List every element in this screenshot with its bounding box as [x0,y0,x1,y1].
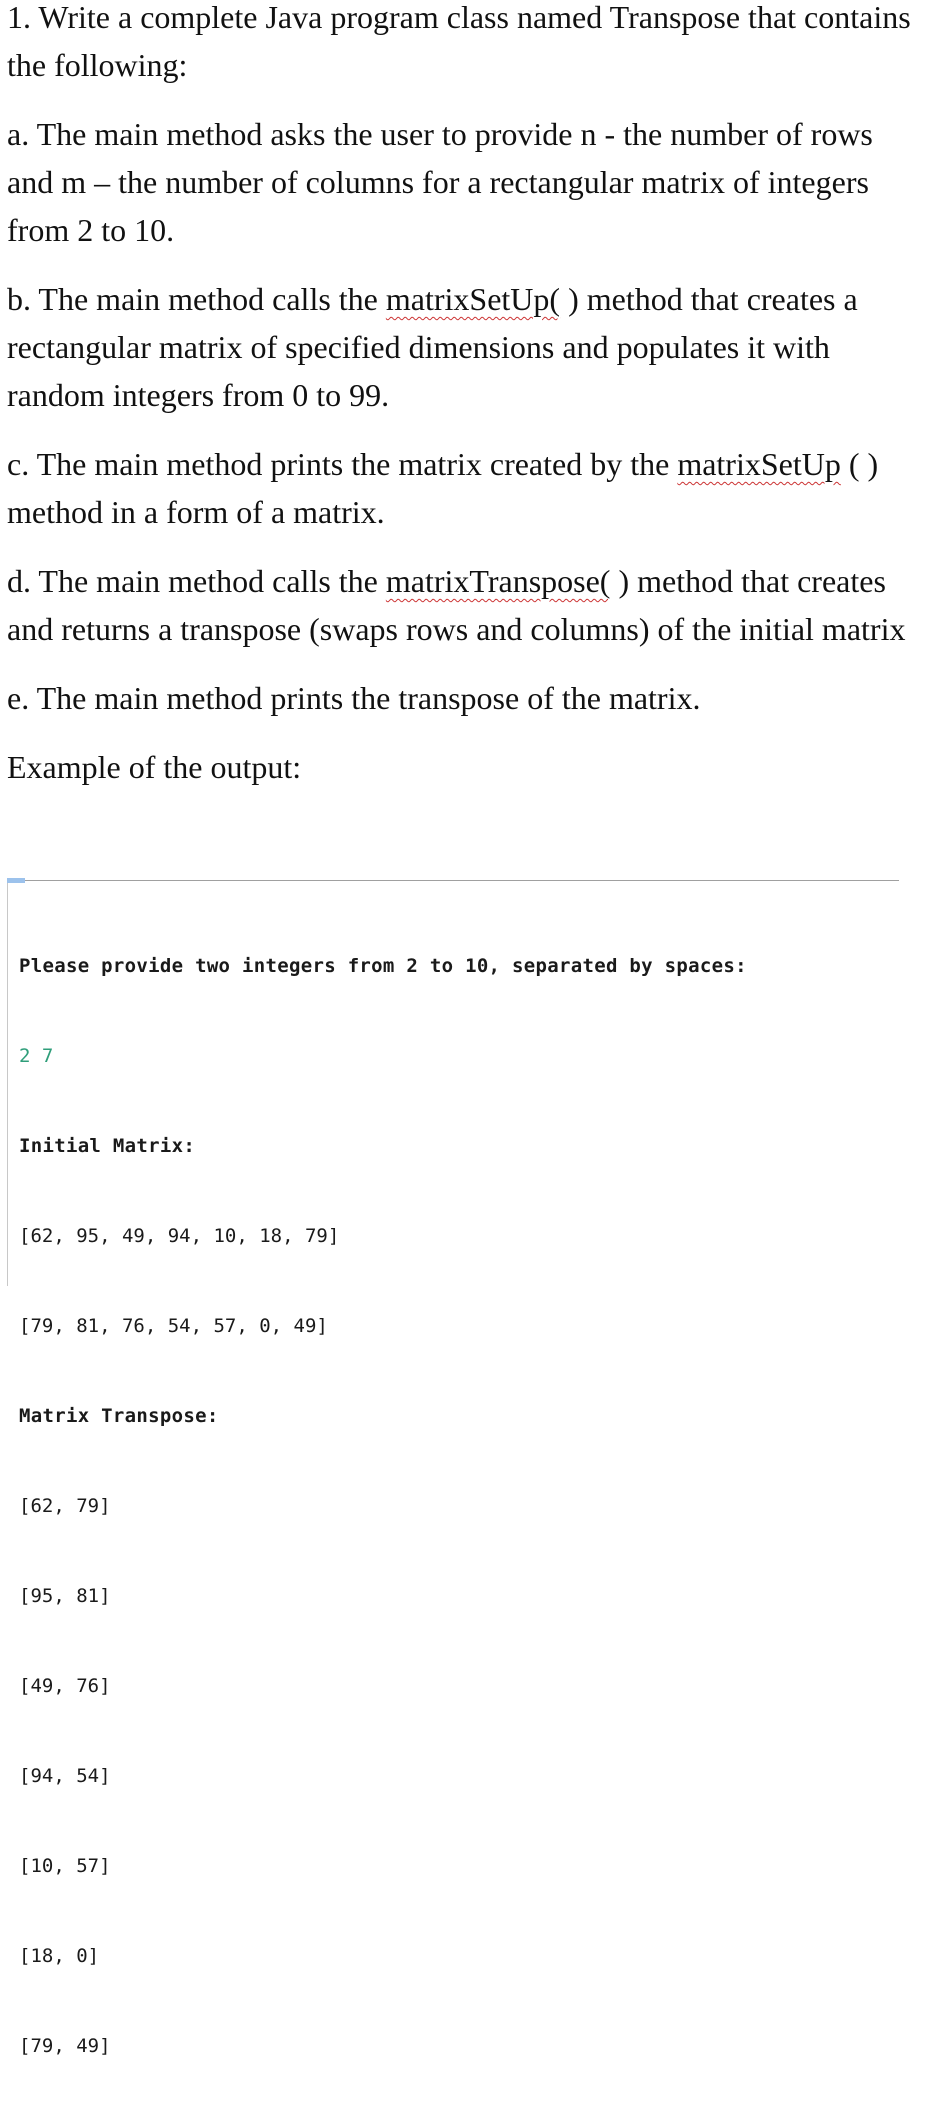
console-transpose-row: [49, 76] [19,1675,111,1697]
console-transpose-row: [94, 54] [19,1765,111,1787]
part-c-after: ( ) method in a form of a matrix. [7,446,879,530]
console-tab-marker [7,878,25,883]
part-b-after: ) method that creates a rectangular matrix of specified dimensions and populates it with random integers from 0 to 99. [7,281,858,413]
part-c-before: c. The main method prints the matrix created by the [7,446,678,482]
part-d-after: ) method that creates and returns a transpose (swaps rows and columns) of the initial matrix [7,563,906,647]
console-transpose-row: [95, 81] [19,1585,111,1607]
console-user-input: 2 7 [19,1045,54,1067]
console-lines [19,891,747,2121]
question-title: 1. Write a complete Java program class named Transpose that contains the following: [7,0,911,83]
part-b-method-name: matrixSetUp( [385,281,561,317]
console-initial-row: [79, 81, 76, 54, 57, 0, 49] [19,1315,328,1337]
part-e-text: e. The main method prints the transpose of the matrix. [7,680,701,716]
console-transpose-row: [79, 49] [19,2035,111,2057]
part-c-text [7,440,922,536]
part-b-text [7,275,922,419]
part-d-text [7,557,922,653]
console-prompt: Please provide two integers from 2 to 10, separated by spaces: [19,955,747,977]
assignment-document [7,0,922,791]
console-transpose-row: [10, 57] [19,1855,111,1877]
part-d-before: d. The main method calls the [7,563,386,599]
console-transpose-row: [62, 79] [19,1495,111,1517]
part-c-method-name: matrixSetUp [677,446,841,482]
console-initial-label: Initial Matrix: [19,1135,196,1157]
console-output-panel [7,880,899,2057]
part-a-text: a. The main method asks the user to provide n - the number of rows and m – the number of columns for a rectangular matrix of integers from 2 to 10. [7,116,873,248]
console-transpose-label: Matrix Transpose: [19,1405,219,1427]
part-b-before: b. The main method calls the [7,281,386,317]
console-initial-row: [62, 95, 49, 94, 10, 18, 79] [19,1225,340,1247]
console-transpose-row: [18, 0] [19,1945,100,1967]
part-d-method-name: matrixTranspose( [385,563,611,599]
example-label: Example of the output: [7,749,302,785]
